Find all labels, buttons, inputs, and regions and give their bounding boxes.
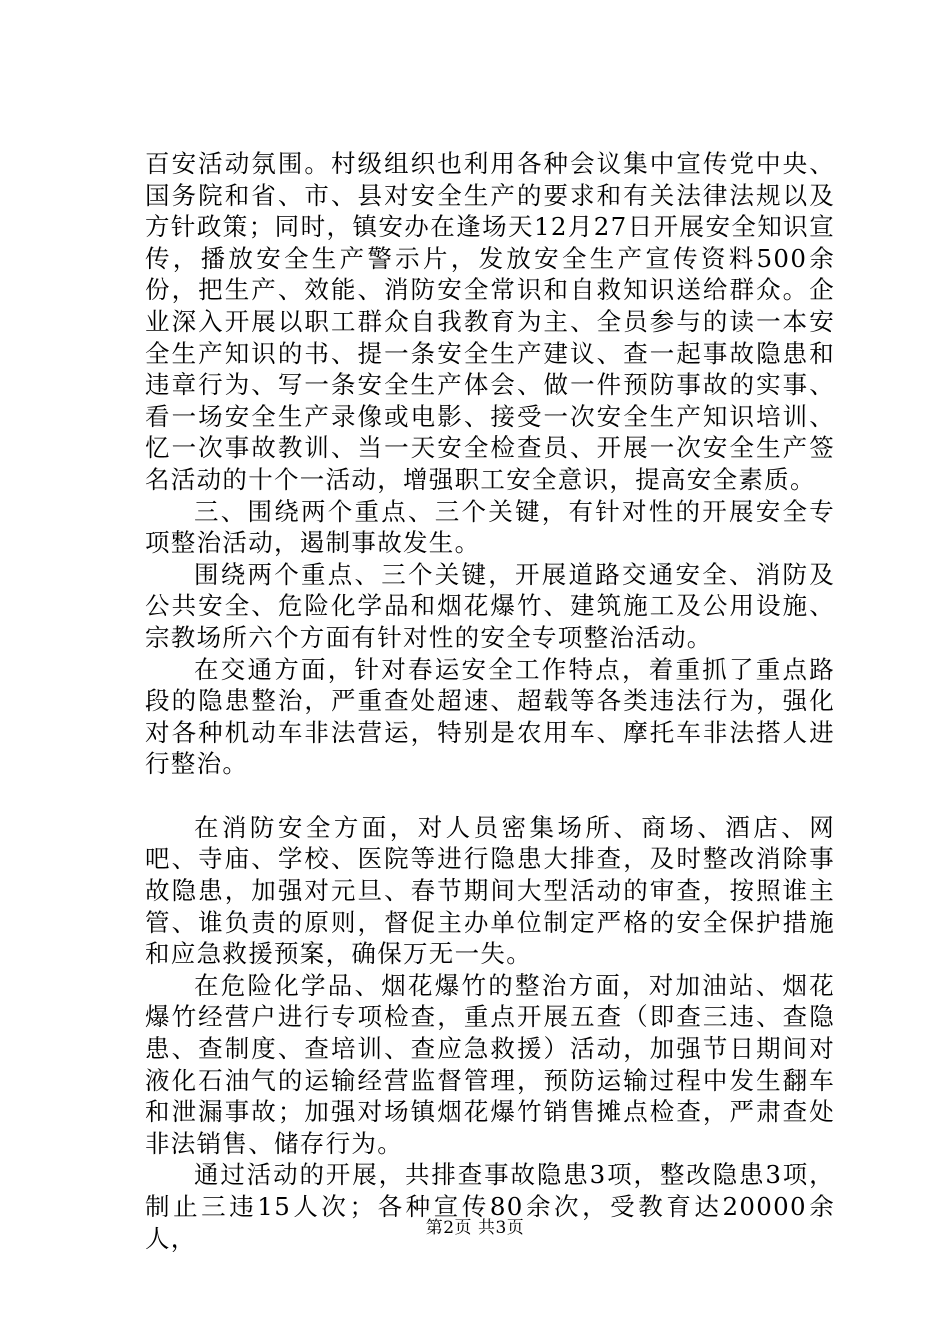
paragraph-2-section-heading: 三、围绕两个重点、三个关键，有针对性的开展安全专项整治活动，遏制事故发生。 xyxy=(145,496,835,558)
paragraph-4-traffic: 在交通方面，针对春运安全工作特点，着重抓了重点路段的隐患整治，严重查处超速、超载等各类违法行为，强化对各种机动车非法营运，特别是农用车、摩托车非法搭人进行整治。 xyxy=(145,654,835,779)
paragraph-7-results: 通过活动的开展，共排查事故隐患3项，整改隐患3项，制止三违15人次；各种宣传80余次，受教育达20000余人， xyxy=(145,1160,835,1253)
document-body xyxy=(145,148,835,1254)
paragraph-1: 百安活动氛围。村级组织也利用各种会议集中宣传党中央、国务院和省、市、县对安全生产的要求和有关法律法规以及方针政策；同时，镇安办在逢场天12月27日开展安全知识宣传，播放安全生产警示片，发放安全生产宣传资料500余份，把生产、效能、消防安全常识和自救知识送给群众。企业深入开展以职工群众自我教育为主、全员参与的读一本安全生产知识的书、提一条安全生产建议、查一起事故隐患和违章行为、写一条安全生产体会、做一件预防事故的实事、看一场安全生产录像或电影、接受一次安全生产知识培训、忆一次事故教训、当一天安全检查员、开展一次安全生产签名活动的十个一活动，增强职工安全意识，提高安全素质。 xyxy=(145,149,835,494)
paragraph-5-fire-safety: 在消防安全方面，对人员密集场所、商场、酒店、网吧、寺庙、学校、医院等进行隐患大排查，及时整改消除事故隐患，加强对元旦、春节期间大型活动的审查，按照谁主管、谁负责的原则，督促主办单位制定严格的安全保护措施和应急救援预案，确保万无一失。 xyxy=(145,812,835,969)
paragraph-3: 围绕两个重点、三个关键，开展道路交通安全、消防及公共安全、危险化学品和烟花爆竹、建筑施工及公用设施、宗教场所六个方面有针对性的安全专项整治活动。 xyxy=(145,559,835,652)
paragraph-6-hazardous-chemicals: 在危险化学品、烟花爆竹的整治方面，对加油站、烟花爆竹经营户进行专项检查，重点开展五查（即查三违、查隐患、查制度、查培训、查应急救援）活动，加强节日期间对液化石油气的运输经营监督管理，预防运输过程中发生翻车和泄漏事故；加强对场镇烟花爆竹销售摊点检查，严肃查处非法销售、储存行为。 xyxy=(145,970,835,1158)
page-number-footer: 第2页 共3页 xyxy=(425,1218,525,1238)
